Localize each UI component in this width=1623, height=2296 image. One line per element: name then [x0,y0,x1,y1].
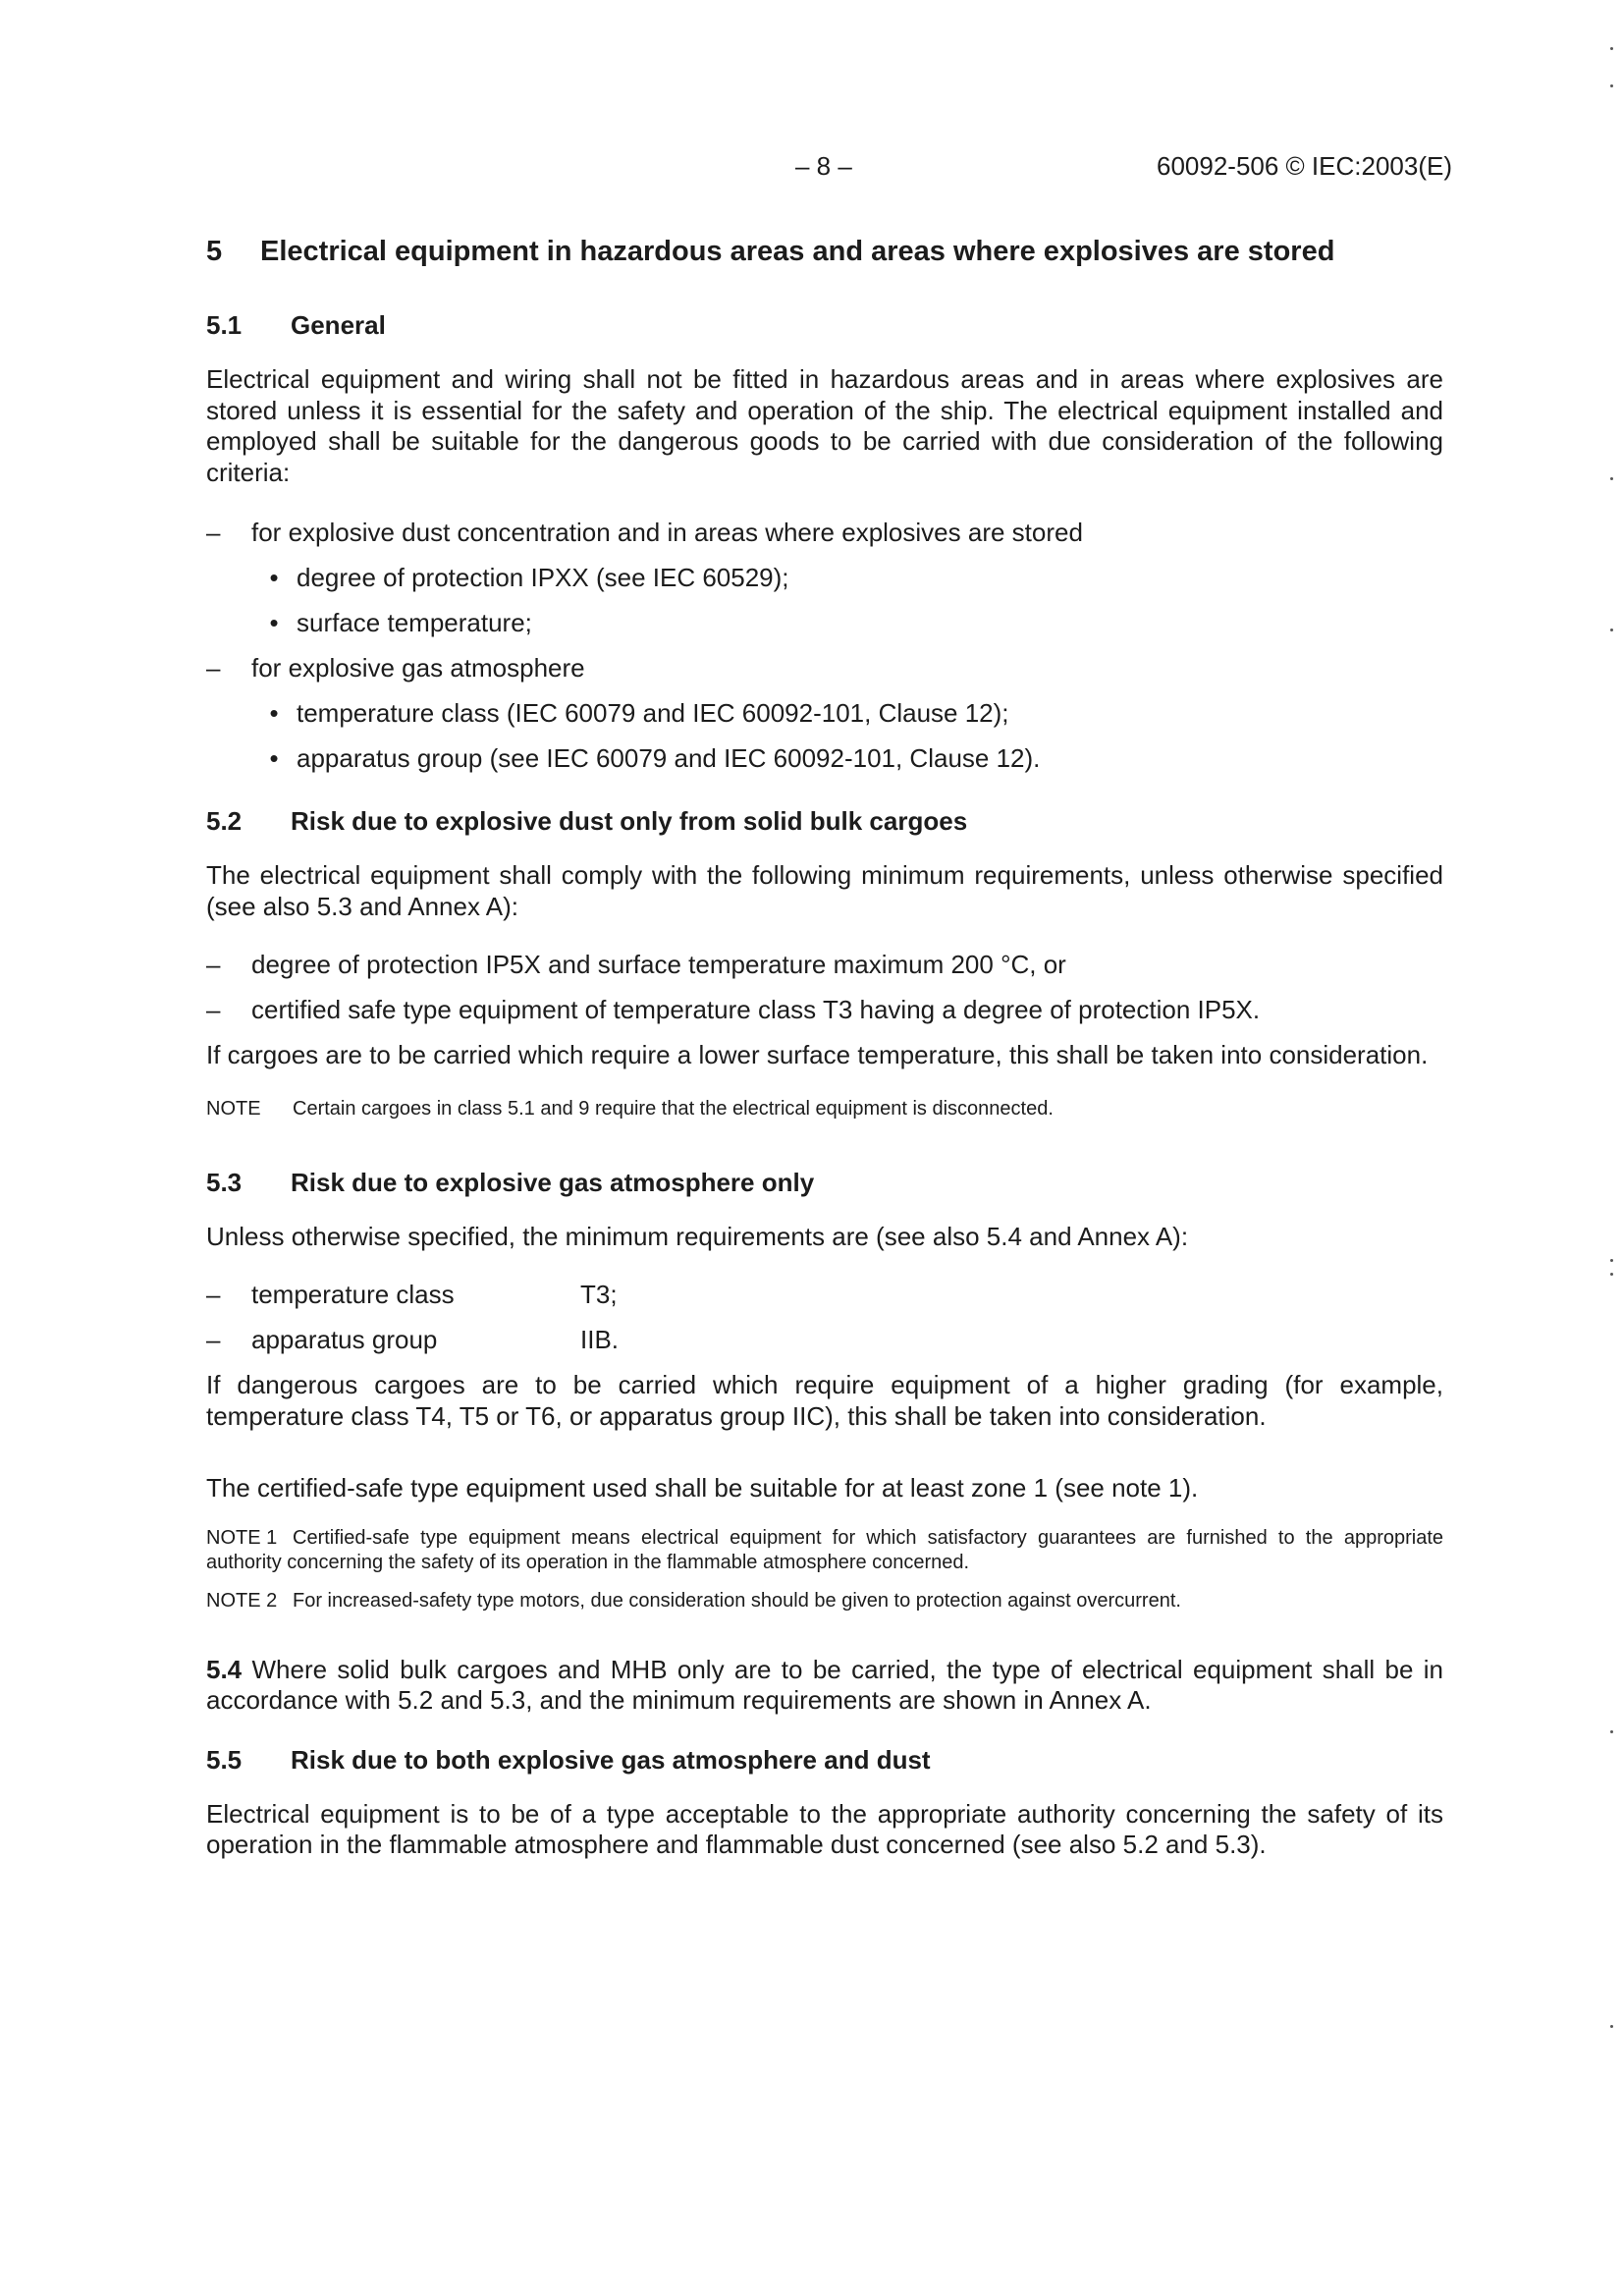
list-item-text: for explosive dust concentration and in areas where explosives are stored [251,518,1083,547]
list-item-text: for explosive gas atmosphere [251,653,585,683]
bullet-marker: • [269,743,279,773]
margin-mark [1610,477,1613,480]
subsection-title: Risk due to both explosive gas atmosphere and dust [291,1744,931,1775]
param-value: T3; [580,1280,618,1309]
note-text: For increased-safety type motors, due consideration should be given to protection against overcurrent. [293,1589,1181,1612]
list-item [206,950,1443,980]
list-item [206,995,1443,1025]
subsection-number: 5.3 [206,1167,243,1197]
list-item [206,653,1443,683]
subsection-title: Risk due to explosive dust only from solid bulk cargoes [291,806,968,836]
list-item-text: degree of protection IPXX (see IEC 60529); [297,563,789,592]
margin-mark [1610,1730,1613,1733]
margin-mark [1610,47,1613,50]
subsection-number: 5.5 [206,1744,243,1775]
dash-marker: – [206,1280,221,1309]
subsection-5-1-heading [206,309,1443,341]
section-5-heading [206,234,1443,270]
list-item-text: certified safe type equipment of temperature class T3 having a degree of protection IP5X. [251,995,1261,1024]
subsection-5-5-heading [206,1744,1443,1776]
paragraph-5-3-zone: The certified-safe type equipment used shall be suitable for at least zone 1 (see note 1). [206,1473,1199,1503]
subsection-5-2-heading [206,805,1443,837]
margin-mark [1610,629,1613,631]
dash-marker: – [206,995,221,1024]
subsection-title: Risk due to explosive gas atmosphere only [291,1167,815,1197]
dash-marker: – [206,653,221,683]
subsection-5-3-heading [206,1167,1443,1198]
paragraph-5-2-intro: The electrical equipment shall comply with the following minimum requirements, unless otherwise specified (see also 5.3 and Annex A): [206,860,1443,921]
note-1 [206,1526,1443,1575]
note-label: NOTE 2 [206,1589,278,1612]
subsection-title: General [291,310,386,340]
note-2 [206,1589,1443,1613]
list-item [251,563,1443,593]
bullet-marker: • [269,698,279,728]
note-text: Certain cargoes in class 5.1 and 9 require that the electrical equipment is disconnected. [293,1097,1054,1120]
list-item-text: degree of protection IP5X and surface temperature maximum 200 °C, or [251,950,1066,979]
list-item [251,743,1443,774]
margin-mark [1610,2025,1613,2028]
bullet-marker: • [269,563,279,592]
margin-mark [1610,84,1613,87]
paragraph-5-3-grading: If dangerous cargoes are to be carried which require equipment of a higher grading (for example, temperature class T4, T5 or T6, or apparatus group IIC), this shall be taken into consideration. [206,1370,1443,1431]
paragraph-text: Where solid bulk cargoes and MHB only are to be carried, the type of electrical equipment shall be in accordance with 5.2 and 5.3, and the minimum requirements are shown in Annex A. [206,1654,1444,1715]
list-item [251,698,1443,729]
paragraph-5-5: Electrical equipment is to be of a type acceptable to the appropriate authority concerning the safety of its operation in the flammable atmosphere and flammable dust concerned (see also 5.2 and 5.3). [206,1798,1443,1859]
param-label: apparatus group [251,1325,438,1354]
requirements-list [206,950,1443,1025]
section-number: 5 [206,236,223,267]
subsection-number: 5.1 [206,310,243,340]
paragraph-5-1: Electrical equipment and wiring shall not be fitted in hazardous areas and in areas where explosives are stored unless it is essential for the safety and operation of the ship. The electrical equipment installed and employed shall be suitable for the dangerous goods to be carried with due consideration of the following criteria: [206,364,1443,487]
subsection-number: 5.4 [206,1654,243,1684]
page-header [0,151,1623,191]
list-item-text: surface temperature; [297,608,532,637]
list-item [251,608,1443,638]
section-title: Electrical equipment in hazardous areas and areas where explosives are stored [260,236,1335,267]
criteria-list [206,518,1443,774]
param-label: temperature class [251,1280,455,1309]
subsection-number: 5.2 [206,806,243,836]
list-item [206,1325,1443,1355]
paragraph-5-2-cargoes: If cargoes are to be carried which require a lower surface temperature, this shall be taken into consideration. [206,1040,1429,1069]
note-label: NOTE [206,1097,261,1120]
paragraph-5-4 [206,1655,1443,1717]
note-text: Certified-safe type equipment means electrical equipment for which satisfactory guarantees are furnished to the appropriate authority concerning the safety of its operation in the flammable atmosphere concerned. [206,1526,1443,1573]
page-number: – 8 – [795,151,852,181]
list-item [206,518,1443,548]
margin-mark [1610,1273,1613,1276]
list-item-text: temperature class (IEC 60079 and IEC 60092-101, Clause 12); [297,698,1009,728]
margin-mark [1610,1259,1613,1262]
note-label: NOTE 1 [206,1526,278,1549]
list-item [206,1280,1443,1310]
dash-marker: – [206,518,221,547]
paragraph-5-3-intro: Unless otherwise specified, the minimum requirements are (see also 5.4 and Annex A): [206,1221,1189,1251]
note [206,1097,1443,1121]
param-value: IIB. [580,1325,620,1354]
dash-marker: – [206,1325,221,1354]
document-body [206,226,1443,1861]
gas-requirements-list [206,1280,1443,1355]
document-reference: 60092-506 © IEC:2003(E) [1156,151,1452,181]
bullet-marker: • [269,608,279,637]
dash-marker: – [206,950,221,979]
list-item-text: apparatus group (see IEC 60079 and IEC 60092-101, Clause 12). [297,743,1041,773]
